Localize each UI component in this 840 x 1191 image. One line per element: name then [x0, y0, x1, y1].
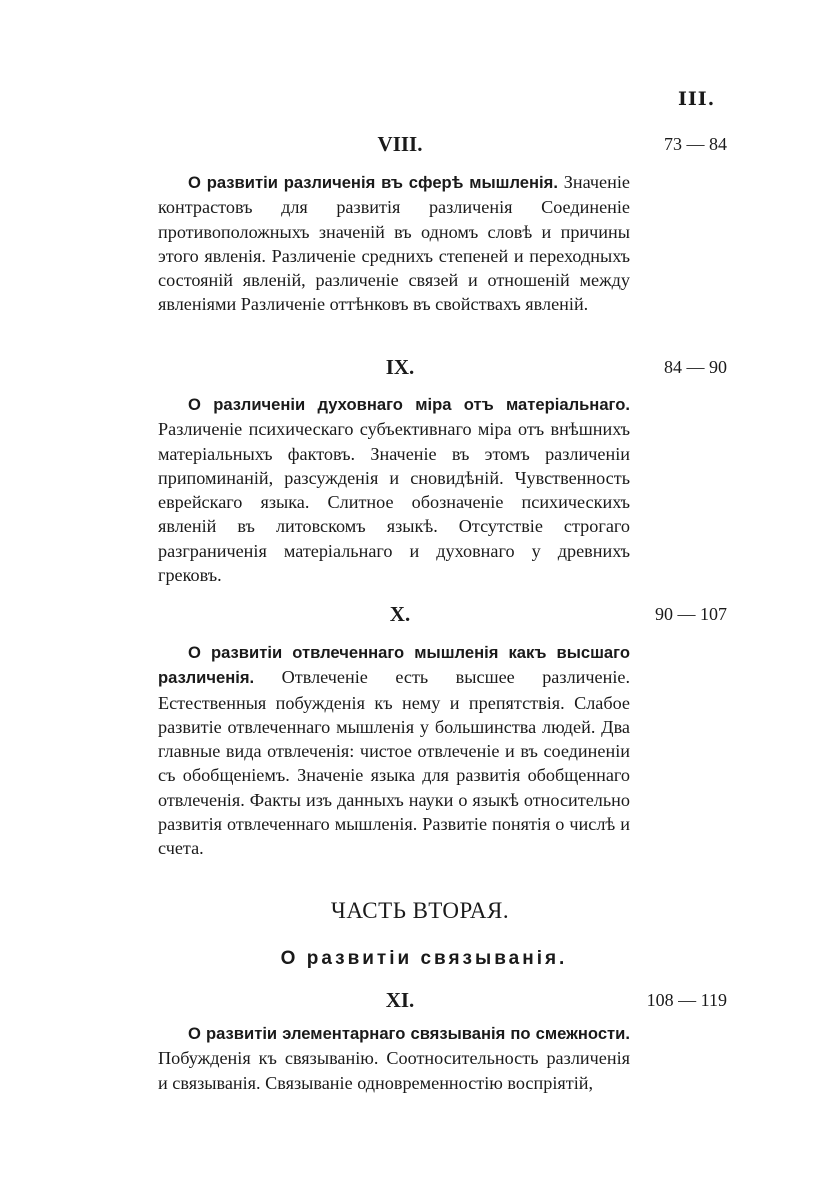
section-body-text: Побужденія къ связыванію. Соотносительность различенія и связыванія. Связываніе одновременностію воспріятій,	[158, 1048, 630, 1093]
section-roman-numeral: IX.	[385, 355, 415, 379]
section-lead-title: О развитіи отвлеченнаго мышленія какъ высшаго различенія.	[158, 643, 630, 688]
part-title: ЧАСТЬ ВТОРАЯ.	[330, 898, 510, 923]
section-page-range: 108 — 119	[646, 990, 727, 1010]
section-roman-numeral: X.	[389, 602, 411, 626]
part-subtitle: О развитіи связыванія.	[280, 948, 568, 969]
section-roman-numeral: VIII.	[377, 132, 423, 156]
section-lead-title: О различеніи духовнаго міра отъ матеріальнаго.	[188, 395, 630, 414]
section-page-range: 84 — 90	[664, 357, 727, 377]
section-page-range: 73 — 84	[664, 134, 727, 154]
section-summary-viii	[158, 170, 630, 317]
section-roman-numeral: XI.	[385, 988, 415, 1012]
section-heading-xi	[0, 988, 840, 1016]
section-heading-x	[0, 602, 840, 630]
section-lead-title: О развитіи элементарнаго связыванія по смежности.	[188, 1024, 630, 1043]
page-number: III.	[678, 88, 716, 110]
section-summary-x	[158, 640, 630, 861]
section-body-text: Различеніе психическаго субъективнаго міра отъ внѣшнихъ матеріальныхъ фактовъ. Значеніе въ этомъ различеніи припоминаній, разсужденія и сновидѣній. Чувственность еврейскаго языка. Слитное обозначеніе психическихъ явленій въ литовскомъ языкѣ. Отсутствіе строгаго разграниченія матеріальнаго и духовнаго у древнихъ грековъ.	[158, 419, 630, 586]
section-lead-title: О развитіи различенія въ сферѣ мышленія.	[188, 173, 558, 192]
section-body-text: Значеніе контрастовъ для развитія различенія Соединеніе противоположныхъ значеній въ одномъ словѣ и причины этого явленія. Различеніе среднихъ степеней и переходныхъ состояній явленій, различеніе связей и отношеній между явленіями Различеніе оттѣнковъ въ свойствахъ явленій.	[158, 172, 630, 315]
section-body-text: Отвлеченіе есть высшее различеніе. Естественныя побужденія къ нему и препятствія. Слабое развитіе отвлеченнаго мышленія у большинства людей. Два главные вида отвлеченія: чистое отвлеченіе и въ соединеніи съ обобщеніемъ. Значеніе языка для развитія обобщеннаго отвлеченія. Факты изъ данныхъ науки о языкѣ относительно развитія отвлеченнаго мышленія. Развитіе понятія о числѣ и счета.	[158, 667, 630, 859]
section-summary-ix	[158, 392, 630, 587]
section-heading-ix	[0, 355, 840, 383]
section-heading-viii	[0, 132, 840, 160]
section-summary-xi	[158, 1021, 630, 1095]
section-page-range: 90 — 107	[655, 604, 727, 624]
